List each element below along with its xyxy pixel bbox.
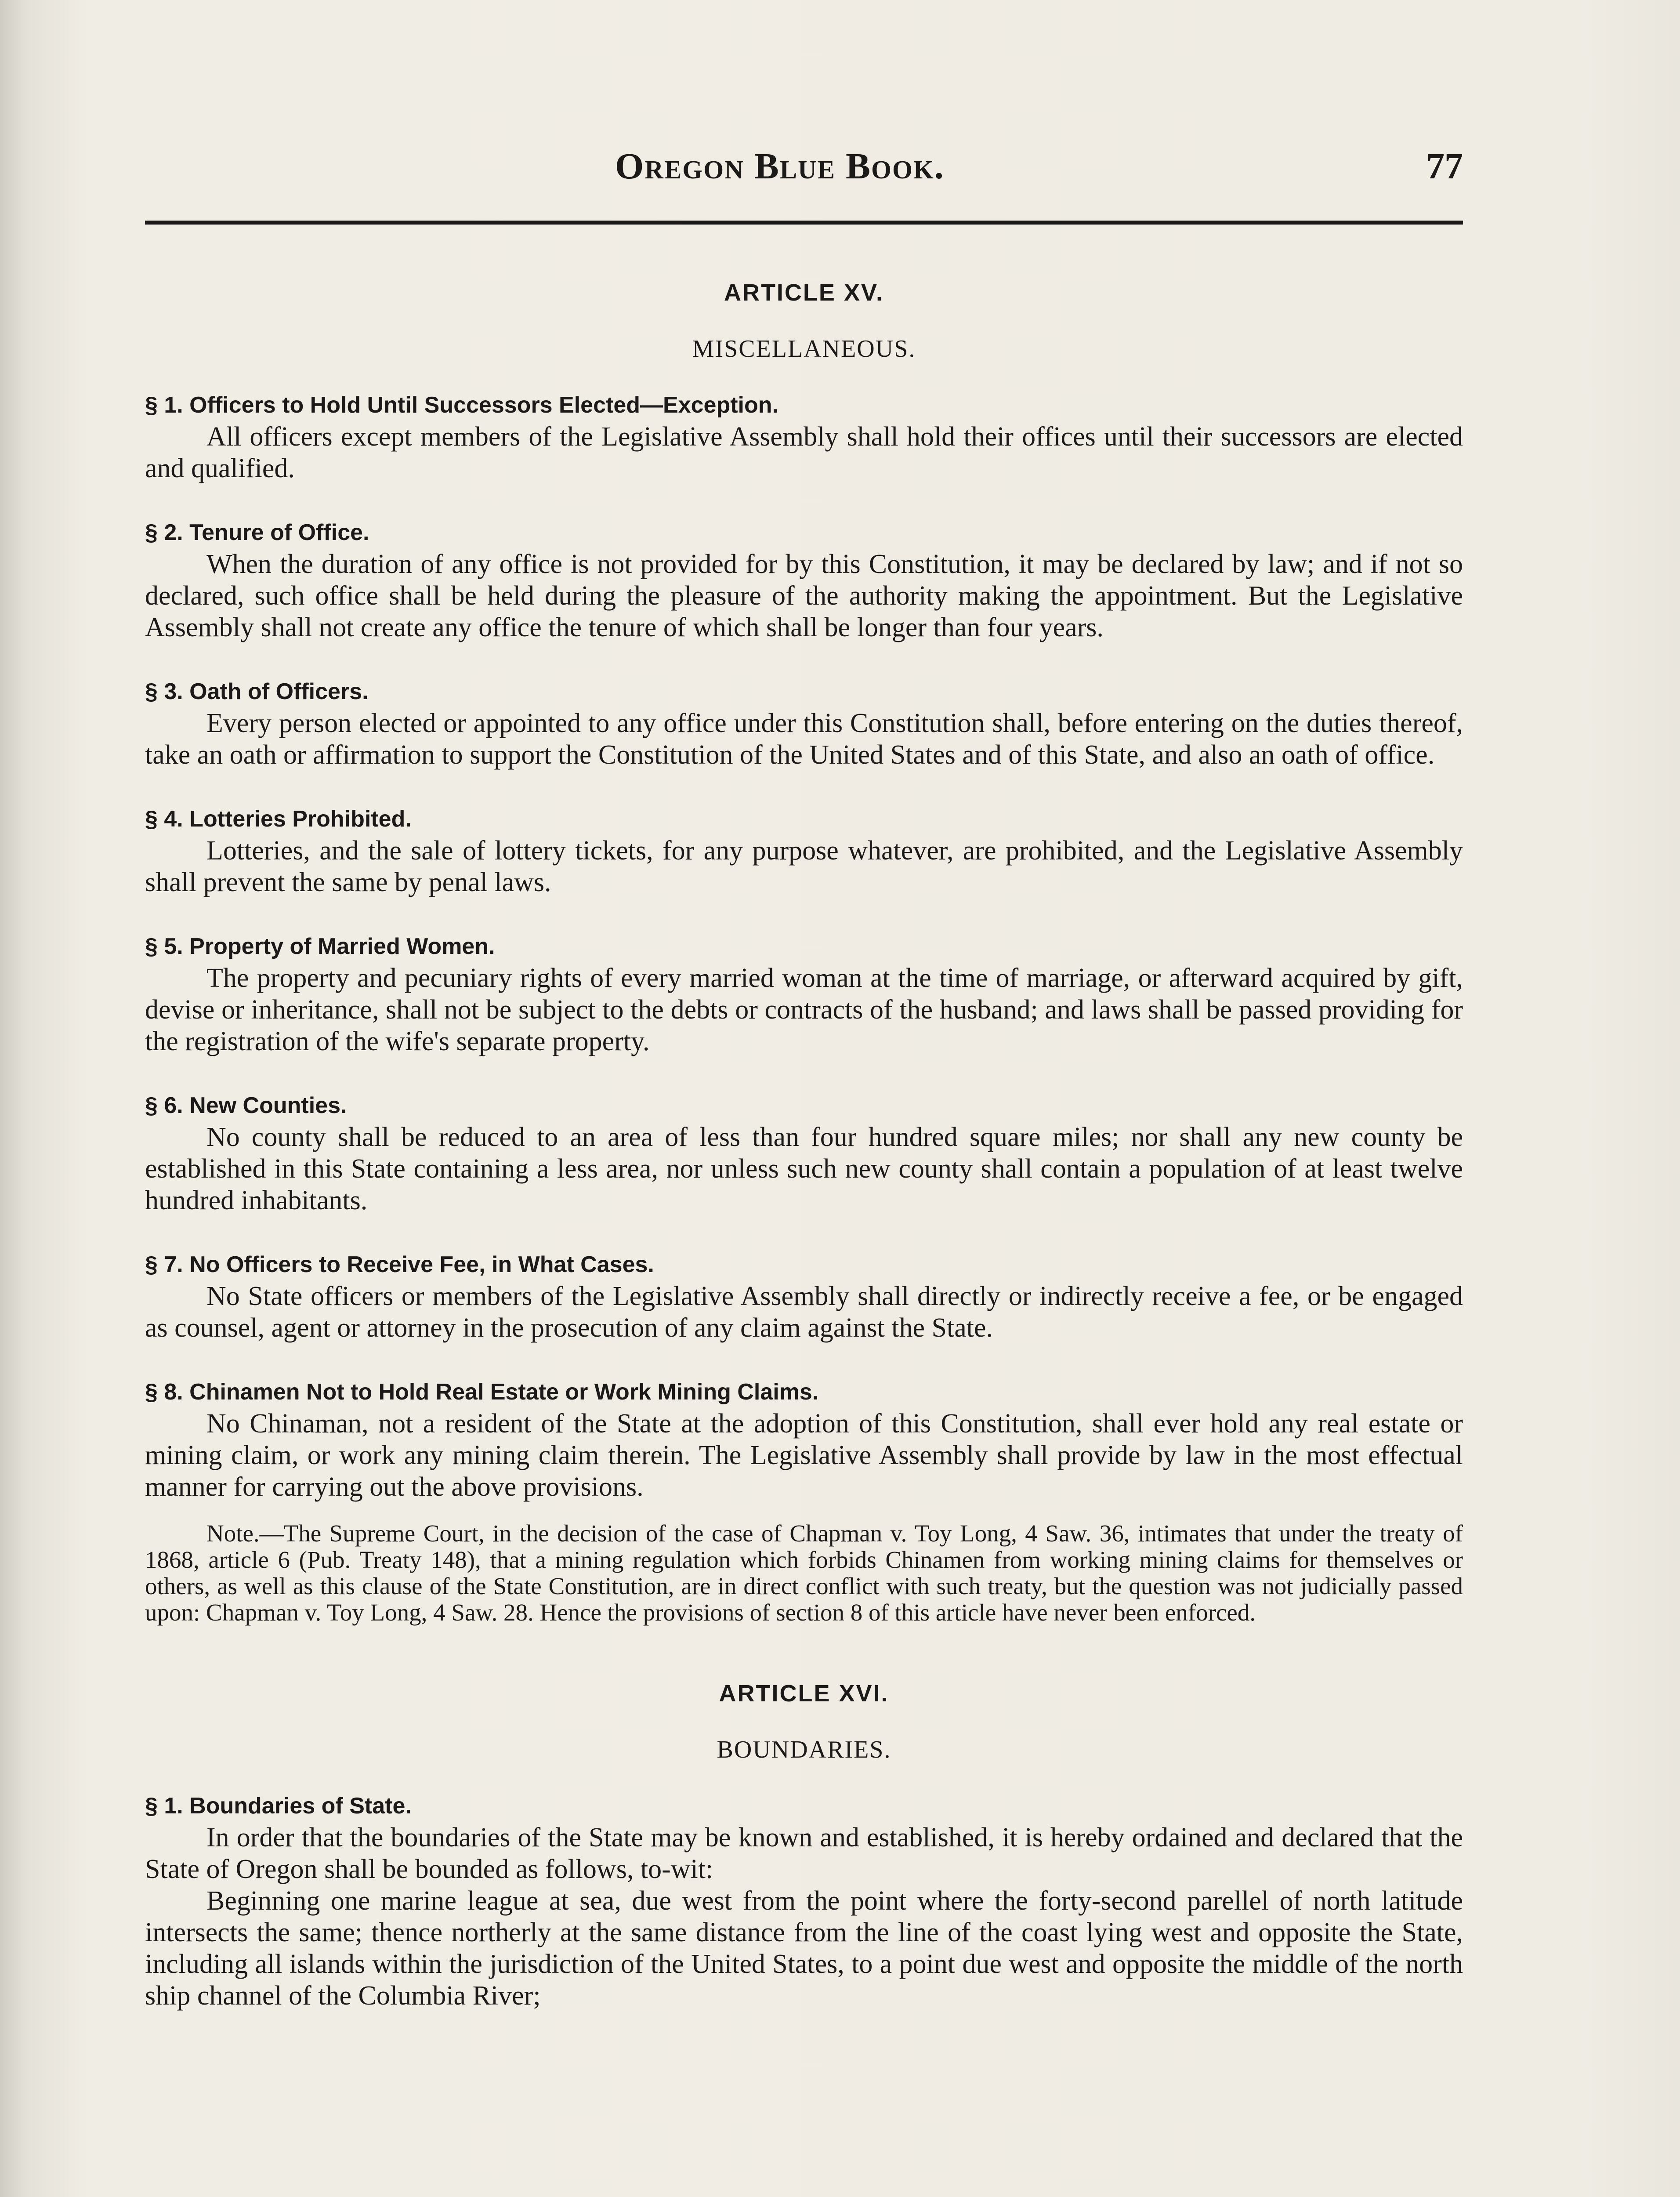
article-15-section-3 [145,678,1463,771]
page-content [145,277,1463,2046]
article-16-subheading: BOUNDARIES. [717,1736,891,1763]
header-rule [145,221,1463,225]
section-text: In order that the boundaries of the State may be known and established, it is hereby ordained and declared that the State of Oregon shall be bounded as follows, to-wit: [145,1823,1463,1884]
article-15-subheading: MISCELLANEOUS. [692,335,916,363]
section-heading: § 2. Tenure of Office. [145,520,369,545]
section-heading: § 6. New Counties. [145,1093,347,1118]
section-text: No county shall be reduced to an area of less than four hundred square miles; nor shall any new county be established in this State containing a less area, nor unless such new county shall contain a population of at least twelve hundred inhabitants. [145,1122,1463,1215]
section-text: The property and pecuniary rights of every married woman at the time of marriage, or afterward acquired by gift, devise or inheritance, shall not be subject to the debts or contracts of the husband; and laws shall be passed providing for the registration of the wife's separate property. [145,963,1463,1056]
article-gap [145,1660,1463,1678]
article-15-section-6 [145,1091,1463,1216]
article-15-section-2 [145,518,1463,643]
section-heading: § 1. Boundaries of State. [145,1793,412,1819]
article-16-heading: ARTICLE XVI. [719,1680,889,1707]
section-text: Lotteries, and the sale of lottery tickets, for any purpose whatever, are prohibited, and the Legislative Assembly shall prevent the same by penal laws. [145,836,1463,897]
article-15-section-1 [145,391,1463,484]
section-text: Every person elected or appointed to any office under this Constitution shall, before entering on the duties thereof, take an oath or affirmation to support the Constitution of the United States and of this State, and also an oath of office. [145,708,1463,770]
section-note: Note.—The Supreme Court, in the decision of the case of Chapman v. Toy Long, 4 Saw. 36, intimates that under the treaty of 1868, article 6 (Pub. Treaty 148), that a mining regulation which forbids Chinamen from working mining claims for themselves or others, as well as this clause of the State Constitution, are in direct conflict with such treaty, but the question was not judicially passed upon: Chapman v. Toy Long, 4 Saw. 28. Hence the provisions of section 8 of this article have never been enforced. [145,1520,1463,1626]
section-text: No State officers or members of the Legislative Assembly shall directly or indirectly receive a fee, or be engaged as counsel, agent or attorney in the prosecution of any claim against the State. [145,1281,1463,1343]
section-text: All officers except members of the Legislative Assembly shall hold their offices until their successors are elected and qualified. [145,422,1463,483]
section-text: Beginning one marine league at sea, due west from the point where the forty-second parellel of north latitude intersects the same; thence northerly at the same distance from the line of the coast lying west and opposite the State, including all islands within the jurisdiction of the United States, to a point due west and opposite the middle of the north ship channel of the Columbia River; [145,1886,1463,2011]
article-15-section-7 [145,1251,1463,1344]
running-title: Oregon Blue Book. [615,146,945,187]
section-heading: § 7. No Officers to Receive Fee, in What Cases. [145,1252,654,1277]
section-heading: § 1. Officers to Hold Until Successors Elected—Exception. [145,392,778,418]
article-16-section-1 [145,1792,1463,2012]
section-text: When the duration of any office is not provided for by this Constitution, it may be declared by law; and if not so declared, such office shall be held during the pleasure of the authority making the appointment. But the Legislative Assembly shall not create any office the tenure of which shall be longer than four years. [145,549,1463,642]
article-15-section-5 [145,932,1463,1057]
running-head [145,145,1463,198]
article-15-heading: ARTICLE XV. [724,279,884,306]
page-number: 77 [1426,146,1463,187]
article-15-section-8 [145,1378,1463,1626]
section-heading: § 4. Lotteries Prohibited. [145,806,412,832]
section-text: No Chinaman, not a resident of the State at the adoption of this Constitution, shall ever hold any real estate or mining claim, or work any mining claim therein. The Legislative Assembly shall provide by law in the most effectual manner for carrying out the above provisions. [145,1409,1463,1502]
section-heading: § 5. Property of Married Women. [145,934,495,959]
article-15-section-4 [145,805,1463,898]
section-heading: § 8. Chinamen Not to Hold Real Estate or Work Mining Claims. [145,1379,819,1405]
section-heading: § 3. Oath of Officers. [145,679,369,704]
